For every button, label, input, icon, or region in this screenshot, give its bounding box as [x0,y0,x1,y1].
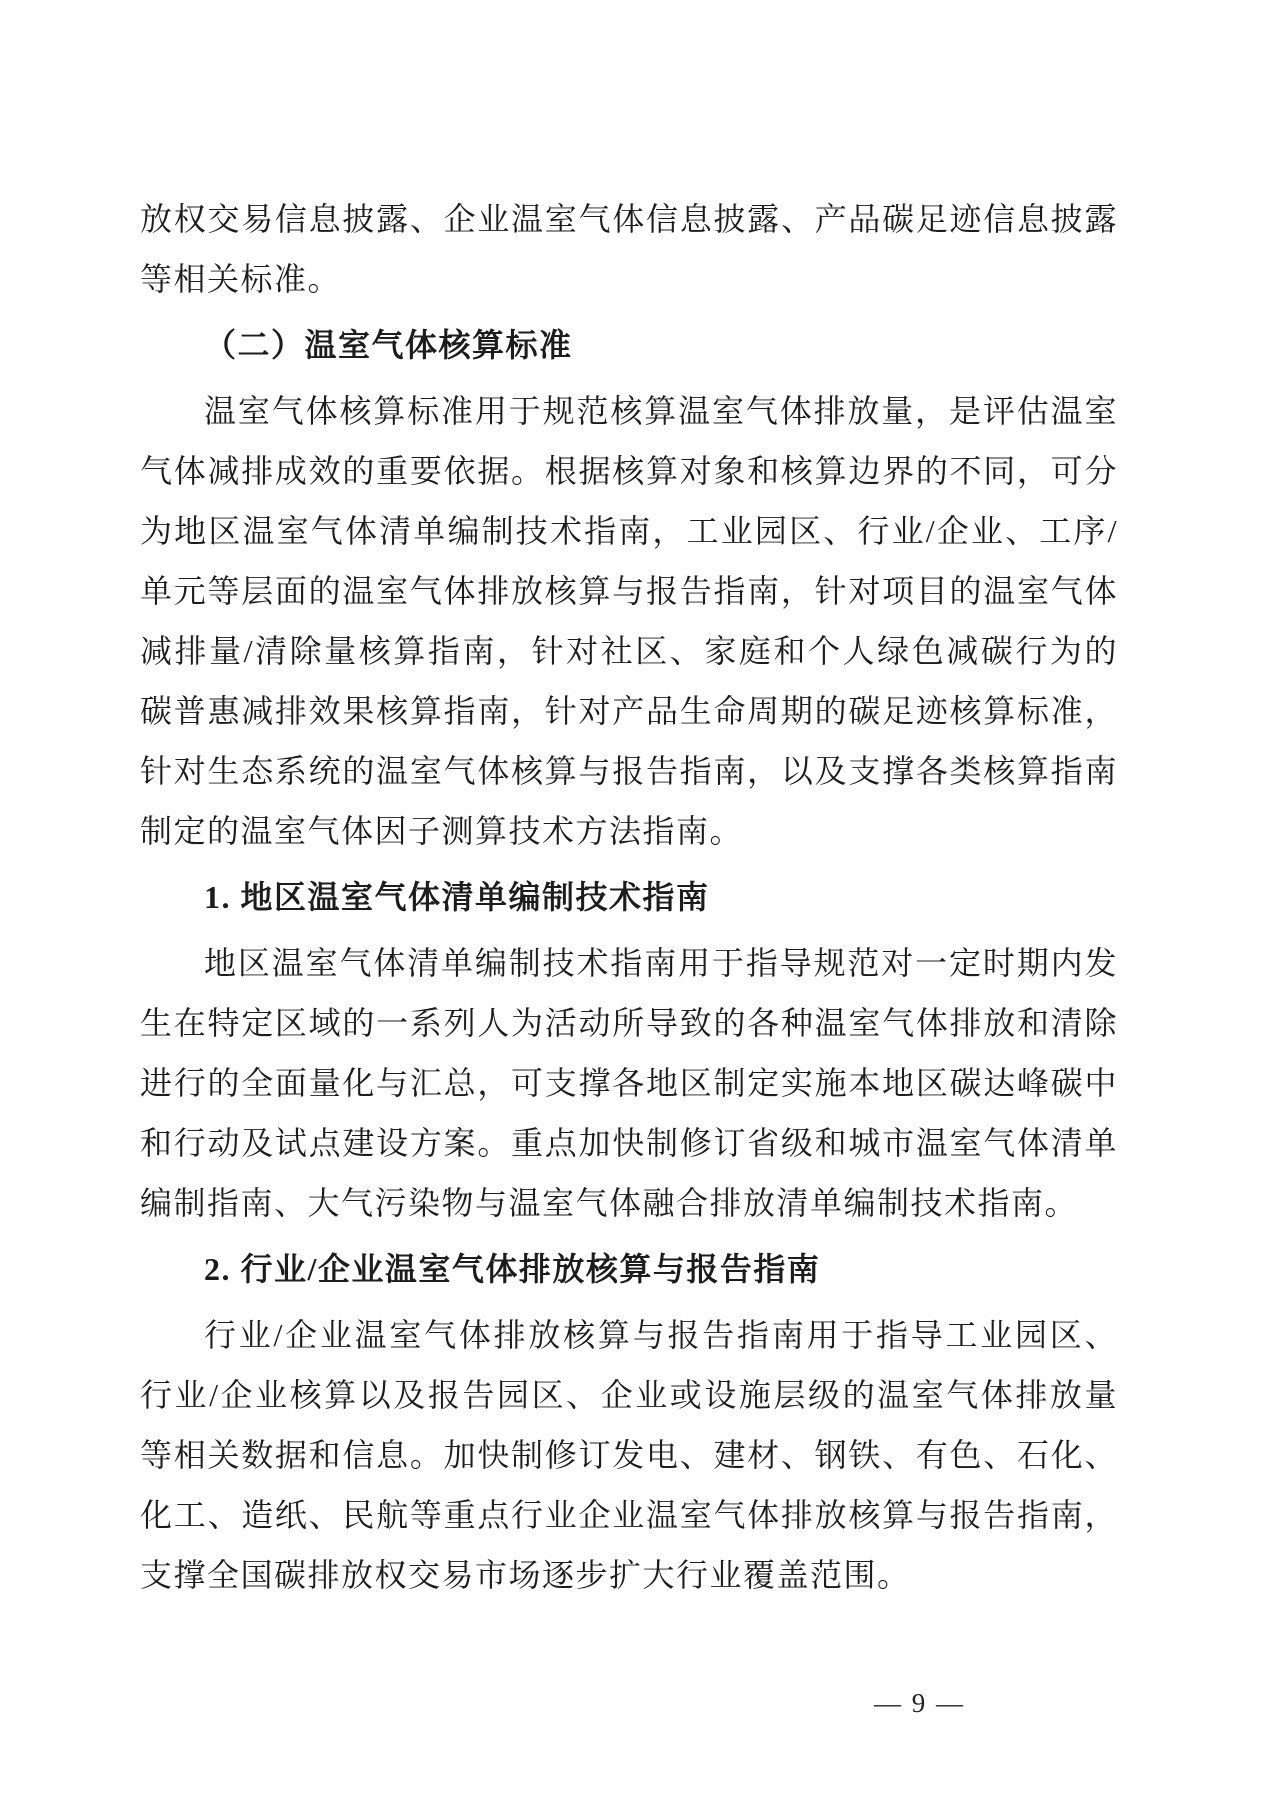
body-paragraph-continuation: 放权交易信息披露、企业温室气体信息披露、产品碳足迹信息披露等相关标准。 [140,201,1118,297]
body-paragraph: 地区温室气体清单编制技术指南用于指导规范对一定时期内发生在特定区域的一系列人为活动所导致的各种温室气体排放和清除进行的全面量化与汇总，可支撑各地区制定实施本地区碳达峰碳中和行动及试点建设方案。重点加快制修订省级和城市温室气体清单编制指南、大气污染物与温室气体融合排放清单编制技术指南。 [140,945,1118,1221]
body-paragraph: 温室气体核算标准用于规范核算温室气体排放量，是评估温室气体减排成效的重要依据。根据核算对象和核算边界的不同，可分为地区温室气体清单编制技术指南，工业园区、行业/企业、工序/单元等层面的温室气体排放核算与报告指南，针对项目的温室气体减排量/清除量核算指南，针对社区、家庭和个人绿色减碳行为的碳普惠减排效果核算指南，针对产品生命周期的碳足迹核算标准，针对生态系统的温室气体核算与报告指南，以及支撑各类核算指南制定的温室气体因子测算技术方法指南。 [140,393,1118,849]
body-paragraph: 行业/企业温室气体排放核算与报告指南用于指导工业园区、行业/企业核算以及报告园区、企业或设施层级的温室气体排放量等相关数据和信息。加快制修订发电、建材、钢铁、有色、石化、化工、造纸、民航等重点行业企业温室气体排放核算与报告指南，支撑全国碳排放权交易市场逐步扩大行业覆盖范围。 [140,1317,1118,1593]
document-body [140,189,1118,1605]
subsection-heading-2: 2. 行业/企业温室气体排放核算与报告指南 [204,1251,821,1287]
page-number: — 9 — [874,1688,965,1718]
subsection-heading-1: 1. 地区温室气体清单编制技术指南 [204,879,710,915]
section-heading-2: （二）温室气体核算标准 [204,327,573,363]
